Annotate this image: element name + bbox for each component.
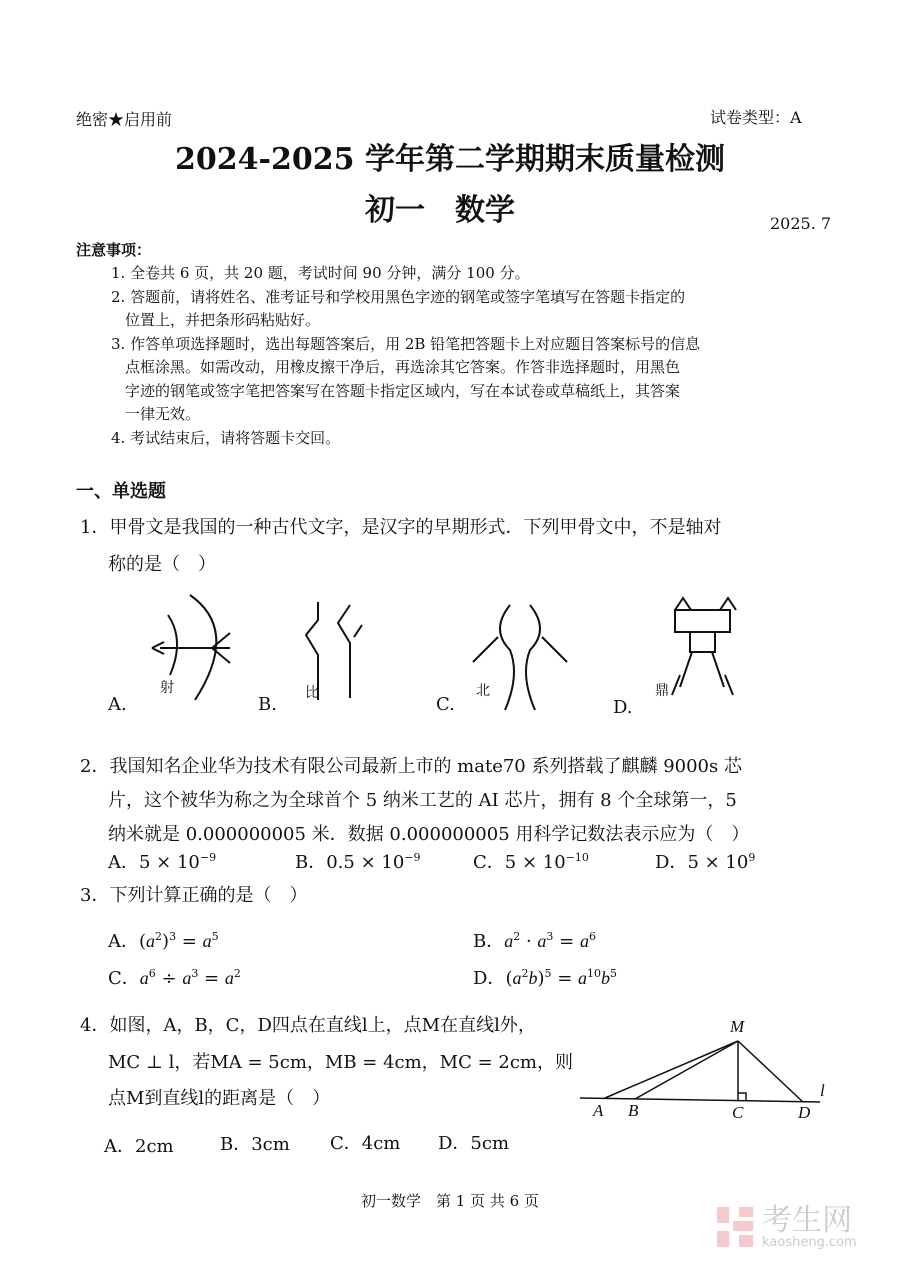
option-b[interactable]: B．$a^2 \cdot a^3 = a^6$ bbox=[473, 930, 596, 952]
option-a-label[interactable]: A. bbox=[108, 694, 127, 715]
question-text: 3．下列计算正确的是（ ） bbox=[80, 885, 308, 906]
watermark-name: 考生网 bbox=[762, 1202, 853, 1238]
option-c-label[interactable]: C. bbox=[436, 694, 455, 715]
option-d-label[interactable]: D. bbox=[613, 697, 633, 718]
option-c[interactable]: C．$5 \times 10^{-10}$ bbox=[473, 851, 589, 873]
question-text: MC ⊥ l，若MA = 5cm，MB = 4cm，MC = 2cm，则 bbox=[108, 1052, 574, 1073]
note-line: 字迹的钢笔或签字笔把答案写在答题卡指定区域内，写在本试卷或草稿纸上，其答案 bbox=[125, 382, 681, 400]
paper-type: 试卷类型：A bbox=[710, 108, 802, 127]
label-b: B bbox=[628, 1101, 639, 1120]
watermark-logo-icon bbox=[715, 1205, 757, 1249]
option-c[interactable]: C．$a^6 \div a^3 = a^2$ bbox=[108, 967, 241, 989]
question-text: 称的是（ ） bbox=[108, 554, 216, 575]
option-d[interactable]: D．$5 \times 10^9$ bbox=[655, 851, 756, 873]
page-footer: 初一数学 第 1 页 共 6 页 bbox=[361, 1192, 539, 1210]
question-text: 片，这个被华为称之为全球首个 5 纳米工艺的 AI 芯片，拥有 8 个全球第一，5 bbox=[108, 790, 737, 811]
segment-md bbox=[738, 1041, 803, 1102]
question-text: 2．我国知名企业华为技术有限公司最新上市的 mate70 系列搭载了麒麟 9000s 芯 bbox=[80, 756, 742, 777]
oracle-bone-figures bbox=[100, 590, 760, 720]
option-b-label[interactable]: B. bbox=[258, 694, 277, 715]
char-label: 射 bbox=[160, 680, 174, 696]
note-line: 3. 作答单项选择题时，选出每题答案后，用 2B 铅笔把答题卡上对应题目答案标号的信息 bbox=[111, 335, 701, 353]
option-b[interactable]: B．$0.5 \times 10^{-9}$ bbox=[295, 851, 421, 873]
char-label: 北 bbox=[476, 683, 490, 699]
notes-heading: 注意事项： bbox=[76, 241, 152, 259]
note-line: 4. 考试结束后，请将答题卡交回。 bbox=[111, 429, 341, 447]
question-text: 1．甲骨文是我国的一种古代文字，是汉字的早期形式．下列甲骨文中，不是轴对 bbox=[80, 517, 722, 538]
note-line: 点框涂黑。如需改动，用橡皮擦干净后，再选涂其它答案。作答非选择题时，用黑色 bbox=[125, 358, 681, 376]
option-b[interactable]: B．3cm bbox=[220, 1134, 290, 1155]
note-line: 位置上，并把条形码粘贴好。 bbox=[125, 311, 321, 329]
segment-ma bbox=[605, 1041, 738, 1098]
char-label: 比 bbox=[305, 685, 319, 701]
option-a[interactable]: A．2cm bbox=[104, 1136, 174, 1157]
option-d[interactable]: D．$(a^2b)^5 = a^{10}b^5$ bbox=[473, 967, 618, 989]
note-line: 一律无效。 bbox=[125, 405, 201, 423]
section-heading: 一、单选题 bbox=[76, 481, 166, 502]
confidential-label: 绝密★启用前 bbox=[76, 110, 173, 129]
question-text: 点M到直线l的距离是（ ） bbox=[108, 1088, 331, 1109]
right-angle-mark bbox=[738, 1093, 746, 1101]
char-label: 鼎 bbox=[655, 683, 669, 699]
watermark bbox=[715, 1202, 857, 1250]
page-title: 2024-2025 学年第二学期期末质量检测 bbox=[175, 142, 725, 177]
exam-date: 2025. 7 bbox=[770, 214, 832, 233]
label-l: l bbox=[820, 1081, 825, 1100]
option-d[interactable]: D．5cm bbox=[438, 1133, 510, 1154]
label-a: A bbox=[593, 1101, 604, 1120]
question-text: 4．如图，A，B，C，D四点在直线l上，点M在直线l外， bbox=[80, 1015, 536, 1036]
note-line: 2. 答题前，请将姓名、准考证号和学校用黑色字迹的钢笔或签字笔填写在答题卡指定的 bbox=[111, 288, 686, 306]
option-a[interactable]: A．$5 \times 10^{-9}$ bbox=[108, 851, 217, 873]
label-d: D bbox=[798, 1103, 811, 1122]
note-line: 1. 全卷共 6 页，共 20 题，考试时间 90 分钟，满分 100 分。 bbox=[111, 264, 530, 282]
watermark-url: kaosheng.com bbox=[762, 1234, 857, 1250]
option-c[interactable]: C．4cm bbox=[330, 1133, 401, 1154]
figure-ding bbox=[672, 598, 736, 695]
subject-title: 初一 数学 bbox=[365, 193, 515, 228]
segment-mb bbox=[635, 1041, 738, 1099]
question-text: 纳米就是 0.000000005 米．数据 0.000000005 用科学记数法表示应为（ ） bbox=[108, 824, 750, 845]
line-l bbox=[580, 1098, 820, 1102]
label-c: C bbox=[732, 1103, 744, 1122]
label-m: M bbox=[730, 1017, 745, 1036]
option-a[interactable]: A．$(a^2)^3 = a^5$ bbox=[108, 930, 219, 952]
